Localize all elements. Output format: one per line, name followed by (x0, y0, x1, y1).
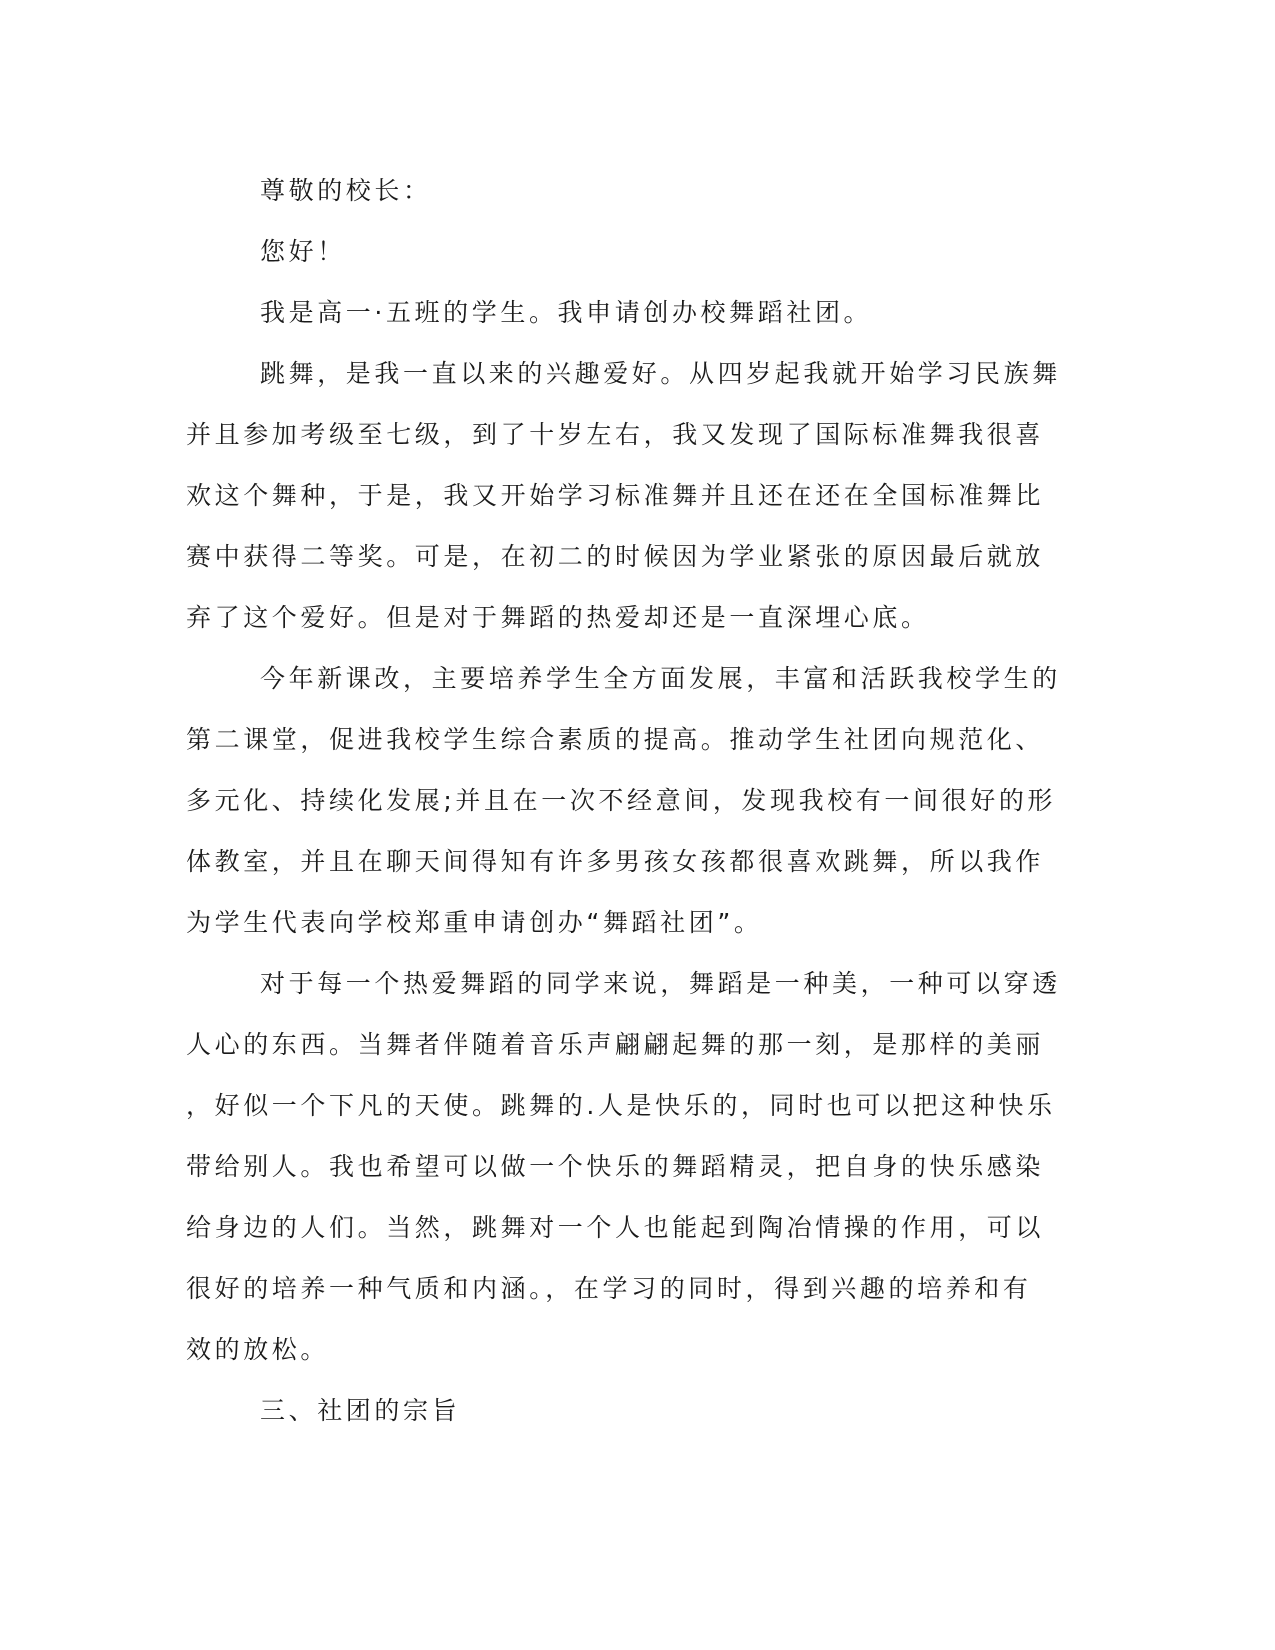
paragraph-line: 效的放松。 (186, 1335, 330, 1364)
section-heading: 三、社团的宗旨 (260, 1396, 461, 1425)
paragraph-line: 给身边的人们。当然，跳舞对一个人也能起到陶冶情操的作用，可以 (186, 1213, 1045, 1242)
intro-line: 我是高一·五班的学生。我申请创办校舞蹈社团。 (260, 298, 873, 327)
paragraph-line: 带给别人。我也希望可以做一个快乐的舞蹈精灵，把自身的快乐感染 (186, 1152, 1045, 1181)
salutation: 尊敬的校长： (260, 176, 432, 205)
paragraph-line: 跳舞，是我一直以来的兴趣爱好。从四岁起我就开始学习民族舞 (260, 359, 1061, 388)
paragraph-line: 欢这个舞种，于是，我又开始学习标准舞并且还在还在全国标准舞比 (186, 481, 1045, 510)
paragraph-line: 赛中获得二等奖。可是，在初二的时候因为学业紧张的原因最后就放 (186, 542, 1045, 571)
paragraph-line: 第二课堂，促进我校学生综合素质的提高。推动学生社团向规范化、 (186, 725, 1045, 754)
paragraph-line: 弃了这个爱好。但是对于舞蹈的热爱却还是一直深埋心底。 (186, 603, 930, 632)
letter-body (186, 160, 1081, 1441)
paragraph-line: ，好似一个下凡的天使。跳舞的.人是快乐的，同时也可以把这种快乐 (186, 1091, 1056, 1120)
paragraph-interest (186, 343, 1081, 648)
greeting: 您好！ (260, 237, 346, 266)
paragraph-line: 今年新课改，主要培养学生全方面发展，丰富和活跃我校学生的 (260, 664, 1061, 693)
paragraph-line: 体教室，并且在聊天间得知有许多男孩女孩都很喜欢跳舞，所以我作 (186, 847, 1045, 876)
paragraph-reform (186, 648, 1081, 953)
paragraph-line: 很好的培养一种气质和内涵。，在学习的同时，得到兴趣的培养和有 (186, 1274, 1032, 1303)
paragraph-line: 为学生代表向学校郑重申请创办“舞蹈社团”。 (186, 908, 763, 937)
paragraph-line: 并且参加考级至七级，到了十岁左右，我又发现了国际标准舞我很喜 (186, 420, 1045, 449)
paragraph-line: 多元化、持续化发展;并且在一次不经意间，发现我校有一间很好的形 (186, 786, 1057, 815)
paragraph-line: 对于每一个热爱舞蹈的同学来说，舞蹈是一种美，一种可以穿透 (260, 969, 1061, 998)
paragraph-meaning (186, 953, 1081, 1380)
paragraph-line: 人心的东西。当舞者伴随着音乐声翩翩起舞的那一刻，是那样的美丽 (186, 1030, 1045, 1059)
